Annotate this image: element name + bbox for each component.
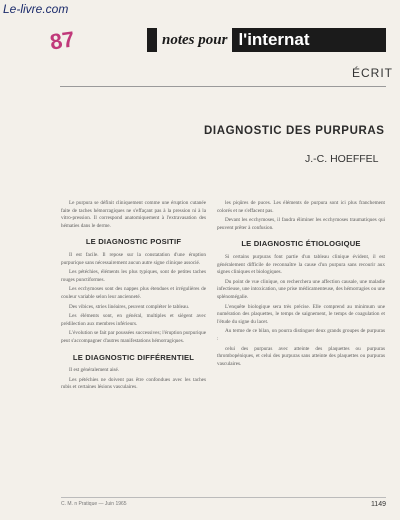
site-watermark: Le-livre.com [3, 2, 69, 16]
banner-word-notes: notes pour [157, 28, 232, 52]
paragraph: Des vibices, stries linéaires, peuvent compléter le tableau. [69, 303, 190, 310]
paragraph: L'évolution se fait par poussées successives; l'éruption purpurique peut s'accompagner d'autres manifestations hémorragiques. [61, 330, 206, 344]
author-name: J.-C. HOEFFEL [305, 153, 379, 165]
paragraph: Si certains purpuras font partie d'un tableau clinique évident, il est généralement difficile de reconnaître la cause d'un purpura sans recourir aux signes cliniques et biologiques. [217, 253, 385, 276]
heading-diagnostic-etiologique: LE DIAGNOSTIC ÉTIOLOGIQUE [241, 239, 361, 249]
paragraph: Les ecchymoses sont des nappes plus étendues et irrégulières de couleur variable selon leur ancienneté. [61, 286, 206, 300]
paragraph: Devant les ecchymoses, il faudra éliminer les ecchymoses traumatiques qui peuvent prêter à confusion. [217, 217, 385, 231]
header-banner [147, 28, 386, 52]
journal-citation: C. M. n Pratique — Juin 1965 [61, 501, 127, 507]
page-footer [61, 501, 386, 508]
article-title: DIAGNOSTIC DES PURPURAS [204, 125, 385, 137]
paragraph: les piqûres de puces. Les éléments de purpura sont ici plus franchement colorés et ne s'effacent pas. [217, 200, 385, 214]
banner-word-internat: l'internat [238, 30, 310, 49]
footer-divider [61, 497, 386, 498]
handwritten-annotation: 87 [48, 26, 77, 55]
page-number: 1149 [370, 501, 386, 508]
paragraph: Le purpura se définit cliniquement comme une éruption cutanée faite de taches hémorragiques ne s'effaçant pas à la pression ni à la vitro-pression. Il correspond anatomiquement à l'extravasation des hématies dans le derme. [61, 200, 206, 229]
section-label: ÉCRIT [352, 66, 393, 80]
paragraph: Les pétéchies ne doivent pas être confondues avec les taches rubis et certaines lésions vasculaires. [61, 376, 206, 391]
paragraph: Au terme de ce bilan, on pourra distinguer deux grands groupes de purpuras : [217, 328, 385, 342]
heading-diagnostic-positif: LE DIAGNOSTIC POSITIF [85, 237, 182, 247]
left-column [61, 200, 206, 394]
paragraph: Du point de vue clinique, on recherchera une affection causale, une maladie infectieuse, une intoxication, une prise médicamenteuse, des hémorragies ou une splénomégalie. [217, 278, 385, 300]
paragraph: celui des purpuras avec atteinte des plaquettes ou purpuras thrombopéniques, et celui des purpuras sans atteinte des plaquettes ou purpuras vasculaires. [217, 345, 385, 367]
paragraph: Il est généralement aisé. [69, 367, 120, 374]
heading-diagnostic-differentiel: LE DIAGNOSTIC DIFFÉRENTIEL [72, 352, 195, 362]
divider [60, 86, 386, 87]
paragraph: Les éléments sont, en général, multiples et siègent avec prédilection aux membres inférieurs. [61, 313, 206, 327]
paragraph: Les pétéchies, éléments les plus typiques, sont de petites taches rouges punctiformes. [61, 269, 206, 283]
paragraph: Il est facile. Il repose sur la constatation d'une éruption purpurique sans nécessairement aucun autre signe clinique associé. [61, 251, 206, 266]
paragraph: L'enquête biologique sera très précise. Elle comprend au minimum une numération des plaquettes, le temps de saignement, le temps de coagulation et l'étude du signe du lacet. [217, 303, 385, 325]
right-column [217, 200, 385, 370]
